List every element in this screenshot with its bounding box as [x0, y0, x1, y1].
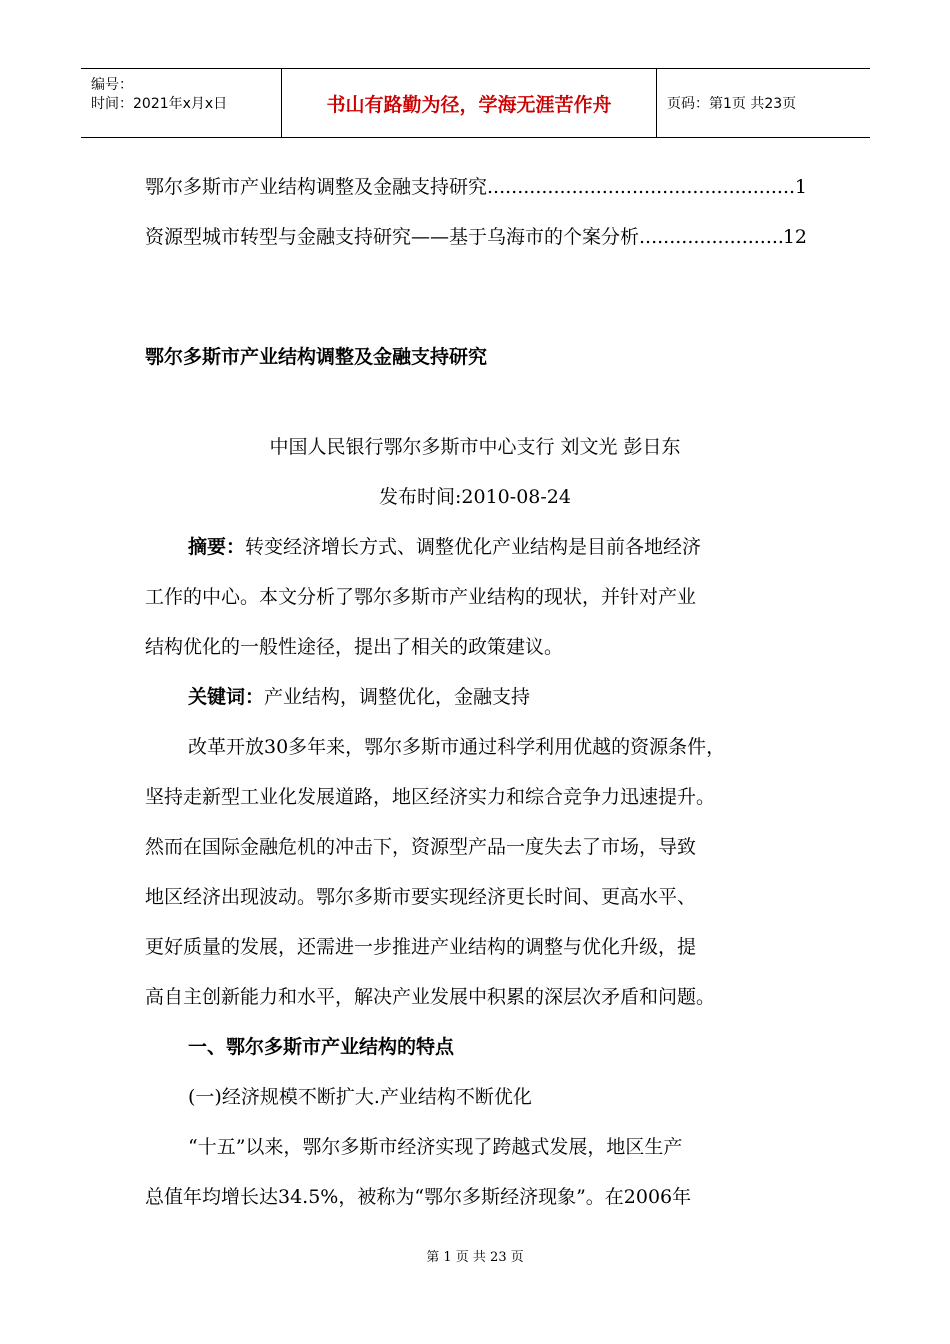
- subsection-heading: (一)经济规模不断扩大.产业结构不断优化: [188, 1086, 532, 1108]
- header-motto-cell: [282, 69, 657, 137]
- toc-entry[interactable]: [145, 222, 807, 249]
- page-header: [81, 68, 870, 138]
- toc-entry-title: 鄂尔多斯市产业结构调整及金融支持研究: [145, 176, 488, 198]
- keywords-line: [188, 682, 530, 709]
- toc-entry[interactable]: [145, 172, 807, 199]
- body-line: 地区经济出现波动。鄂尔多斯市要实现经济更长时间、更高水平、: [145, 886, 697, 908]
- article-date: 发布时间:2010-08-24: [379, 486, 571, 508]
- body-line: 改革开放30多年来，鄂尔多斯市通过科学利用优越的资源条件，: [188, 736, 726, 758]
- abstract-text: 转变经济增长方式、调整优化产业结构是目前各地经济: [245, 536, 702, 558]
- abstract-line: 结构优化的一般性途径，提出了相关的政策建议。: [145, 636, 564, 658]
- toc-leader-dots: [487, 176, 795, 198]
- toc-leader-dots: [639, 226, 783, 248]
- document-number-label: 编号：: [91, 77, 133, 93]
- body-line: 更好质量的发展，还需进一步推进产业结构的调整与优化升级，提: [145, 936, 697, 958]
- abstract-line: [188, 532, 701, 559]
- body-line: 然而在国际金融危机的冲击下，资源型产品一度失去了市场，导致: [145, 836, 697, 858]
- body-line: 总值年均增长达34.5%，被称为“鄂尔多斯经济现象”。在2006年: [145, 1186, 692, 1208]
- document-time-label: 时间：2021年x月x日: [91, 96, 228, 112]
- section-heading: 一、鄂尔多斯市产业结构的特点: [188, 1036, 455, 1058]
- header-motto: 书山有路勤为径，学海无涯苦作舟: [326, 93, 612, 116]
- keywords-label: 关键词：: [188, 686, 265, 708]
- body-line: 坚持走新型工业化发展道路，地区经济实力和综合竞争力迅速提升。: [145, 786, 716, 808]
- abstract-line: 工作的中心。本文分析了鄂尔多斯市产业结构的现状，并针对产业: [145, 586, 697, 608]
- article-title: 鄂尔多斯市产业结构调整及金融支持研究: [145, 346, 488, 368]
- body-line: “十五”以来，鄂尔多斯市经济实现了跨越式发展，地区生产: [188, 1136, 683, 1158]
- toc-entry-title: 资源型城市转型与金融支持研究——基于乌海市的个案分析: [145, 226, 640, 248]
- toc-entry-page: 12: [782, 226, 807, 248]
- article-author: 中国人民银行鄂尔多斯市中心支行 刘文光 彭日东: [269, 436, 681, 458]
- keywords-text: 产业结构，调整优化，金融支持: [264, 686, 531, 708]
- body-line: 高自主创新能力和水平，解决产业发展中积累的深层次矛盾和问题。: [145, 986, 716, 1008]
- abstract-label: 摘要：: [188, 536, 246, 558]
- header-info-cell: [81, 69, 282, 137]
- toc-entry-page: 1: [794, 176, 807, 198]
- page-footer: 第 1 页 共 23 页: [426, 1250, 524, 1265]
- header-page-info: 页码：第1页 共23页: [667, 96, 797, 112]
